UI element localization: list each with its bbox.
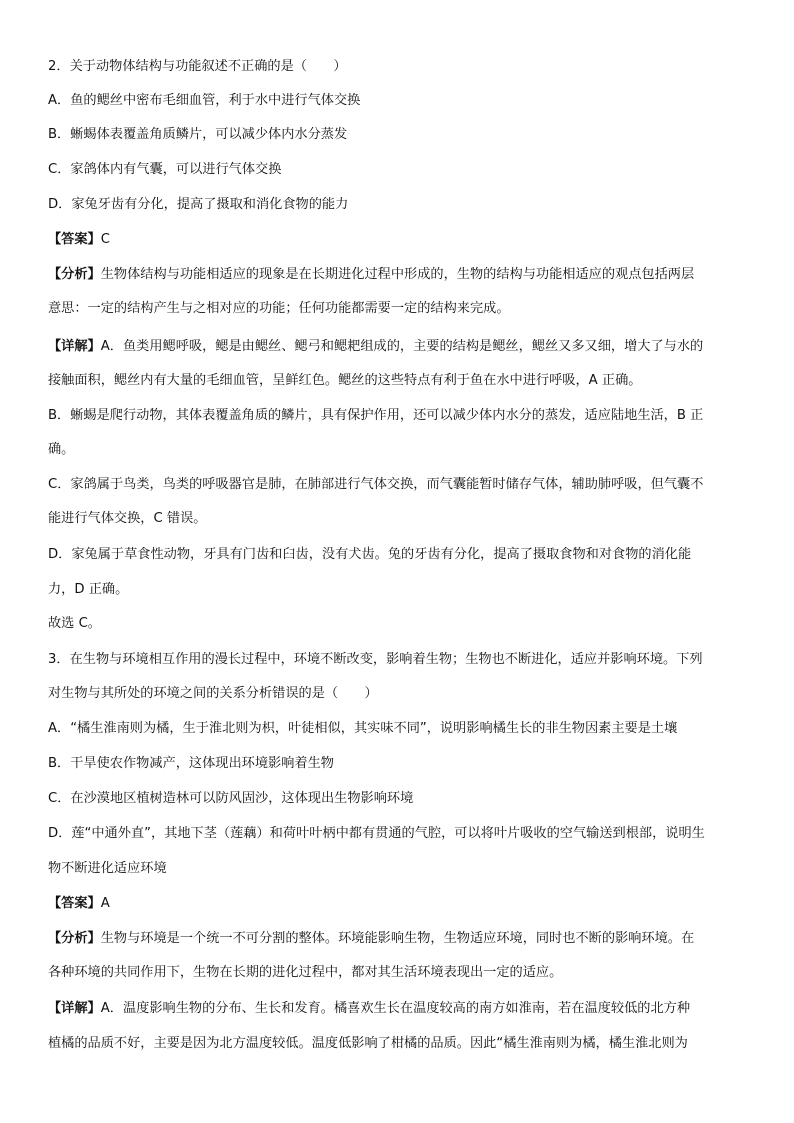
answer-label: 【答案】	[48, 232, 101, 247]
q3-option-c: C．在沙漠地区植树造林可以防风固沙，这体现出生物影响环境	[48, 791, 414, 806]
q3-stem-line-1: 3．在生物与环境相互作用的漫长过程中，环境不断改变，影响着生物；生物也不断进化，适应并影响环境。下列	[48, 652, 703, 667]
analysis-text: 生物体结构与功能相适应的现象是在长期进化过程中形成的，生物的结构与功能相适应的观点包括两层	[100, 267, 695, 282]
q2-detail-line-7: D．家兔属于草食性动物，牙具有门齿和臼齿，没有犬齿。兔的牙齿有分化，提高了摄取食物和对食物的消化能	[48, 547, 692, 562]
q3-option-d-line-1: D．莲“中通外直”，其地下茎（莲藕）和荷叶叶柄中都有贯通的气腔，可以将叶片吸收的空气输送到根部，说明生	[48, 826, 705, 841]
q3-answer	[48, 894, 746, 914]
q2-answer	[48, 230, 746, 250]
answer-value: C	[100, 232, 110, 247]
detail-text: A．鱼类用鳃呼吸，鳃是由鳃丝、鳃弓和鳃耙组成的，主要的结构是鳃丝，鳃丝又多又细，增大了与水的	[100, 339, 704, 354]
q2-detail-line-2: 接触面积，鳃丝内有大量的毛细血管，呈鲜红色。鳃丝的这些特点有利于鱼在水中进行呼吸，A 正确。	[48, 373, 642, 388]
answer-label: 【答案】	[48, 896, 101, 911]
q2-detail-line-1	[48, 337, 746, 357]
q2-analysis-line-2: 意思：一定的结构产生与之相对应的功能；任何功能都需要一定的结构来完成。	[48, 301, 510, 316]
q3-option-d-line-2: 物不断进化适应环境	[48, 861, 167, 876]
q2-stem: 2．关于动物体结构与功能叙述不正确的是（ ）	[48, 59, 347, 74]
q3-option-b: B．干旱使农作物减产，这体现出环境影响着生物	[48, 756, 334, 771]
q2-option-a: A．鱼的鳃丝中密布毛细血管，利于水中进行气体交换	[48, 93, 361, 108]
q2-detail-line-4: 确。	[48, 442, 75, 457]
q2-option-b: B．蜥蜴体表覆盖角质鳞片，可以减少体内水分蒸发	[48, 127, 348, 142]
detail-label: 【详解】	[48, 339, 101, 354]
q2-detail-line-8: 力，D 正确。	[48, 582, 129, 597]
q2-detail-line-6: 能进行气体交换，C 错误。	[48, 511, 207, 526]
q2-detail-line-5: C．家鸽属于鸟类，鸟类的呼吸器官是肺，在肺部进行气体交换，而气囊能暂时储存气体，辅助肺呼吸，但气囊不	[48, 477, 704, 492]
q2-conclusion: 故选 C。	[48, 616, 101, 631]
q2-option-c: C．家鸽体内有气囊，可以进行气体交换	[48, 162, 282, 177]
detail-label: 【详解】	[48, 1001, 101, 1016]
detail-text: A．温度影响生物的分布、生长和发育。橘喜欢生长在温度较高的南方如淮南，若在温度较低的北方种	[100, 1001, 691, 1016]
q3-analysis-line-2: 各种环境的共同作用下，生物在长期的进化过程中，都对其生活环境表现出一定的适应。	[48, 965, 563, 980]
answer-value: A	[100, 896, 110, 911]
analysis-text: 生物与环境是一个统一不可分割的整体。环境能影响生物，生物适应环境，同时也不断的影响环境。在	[100, 931, 695, 946]
q3-option-a: A．“橘生淮南则为橘，生于淮北则为枳，叶徒相似，其实味不同”，说明影响橘生长的非生物因素主要是土壤	[48, 721, 678, 736]
q2-option-d: D．家兔牙齿有分化，提高了摄取和消化食物的能力	[48, 197, 349, 212]
q3-detail-line-2: 植橘的品质不好，主要是因为北方温度较低。温度低影响了柑橘的品质。因此“橘生淮南则为橘，橘生淮北则为	[48, 1036, 688, 1051]
q3-detail-line-1	[48, 999, 746, 1019]
q2-analysis-line-1	[48, 265, 746, 285]
analysis-label: 【分析】	[48, 931, 101, 946]
q3-stem-line-2: 对生物与其所处的环境之间的关系分析错误的是（ ）	[48, 686, 378, 701]
analysis-label: 【分析】	[48, 267, 101, 282]
q3-analysis-line-1	[48, 929, 746, 949]
q2-detail-line-3: B．蜥蜴是爬行动物，其体表覆盖角质的鳞片，具有保护作用，还可以减少体内水分的蒸发，适应陆地生活，B 正	[48, 408, 704, 423]
